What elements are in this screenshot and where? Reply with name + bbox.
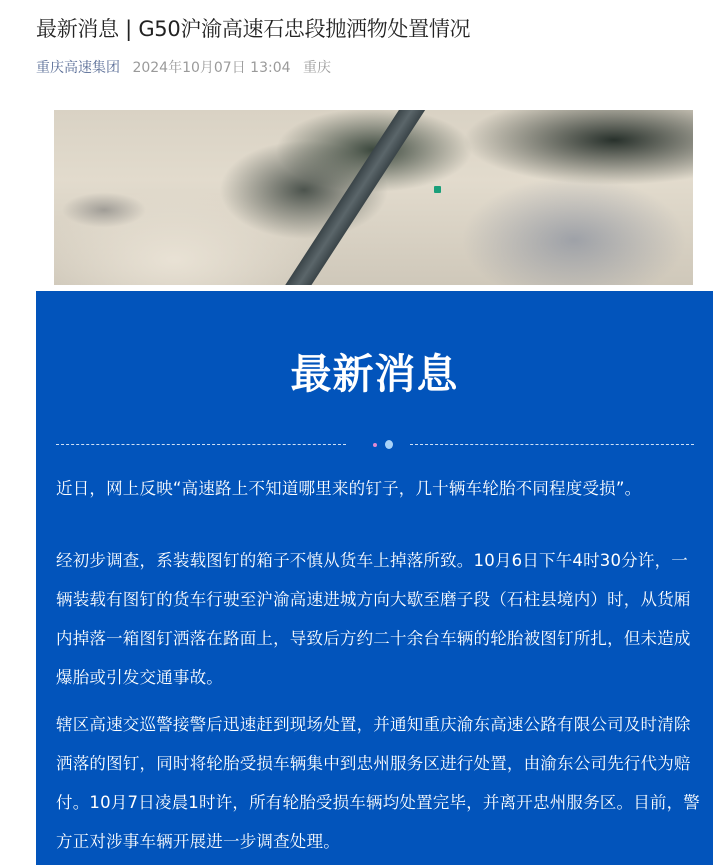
blue-dot-icon bbox=[385, 440, 393, 449]
road-sign-graphic bbox=[434, 186, 441, 193]
dashed-divider-right bbox=[410, 444, 694, 446]
author-link[interactable]: 重庆高速集团 bbox=[36, 60, 120, 76]
news-panel bbox=[36, 291, 713, 865]
highway-road-graphic bbox=[285, 110, 434, 285]
panel-heading: 最新消息 bbox=[290, 350, 459, 398]
dashed-divider-left bbox=[56, 444, 346, 446]
banner-image bbox=[54, 110, 693, 285]
publish-location: 重庆 bbox=[302, 60, 331, 76]
article-title: 最新消息 | G50沪渝高速石忠段抛洒物处置情况 bbox=[36, 17, 471, 41]
article-meta bbox=[36, 58, 331, 78]
paragraph-1: 近日，网上反映“高速路上不知道哪里来的钉子，几十辆车轮胎不同程度受损”。 bbox=[56, 479, 642, 498]
publish-date: 2024年10月07日 13:04 bbox=[132, 60, 291, 76]
paragraph-2: 经初步调查，系装载图钉的箱子不慎从货车上掉落所致。10月6日下午4时30分许，一辆装载有图钉的货车行驶至沪渝高速进城方向大歇至磨子段（石柱县境内）时，从货厢内掉落一箱图钉洒落在路面上，导致后方约二十余台车辆的轮胎被图钉所扎，但未造成爆胎或引发交通事故。 bbox=[56, 551, 691, 687]
pink-dot-icon bbox=[373, 443, 377, 447]
paragraph-3: 辖区高速交巡警接警后迅速赶到现场处置，并通知重庆渝东高速公路有限公司及时清除洒落的图钉，同时将轮胎受损车辆集中到忠州服务区进行处置，由渝东公司先行代为赔付。10月7日凌晨1时许，所有轮胎受损车辆均处置完毕，并离开忠州服务区。目前，警方正对涉事车辆开展进一步调查处理。 bbox=[56, 715, 700, 851]
